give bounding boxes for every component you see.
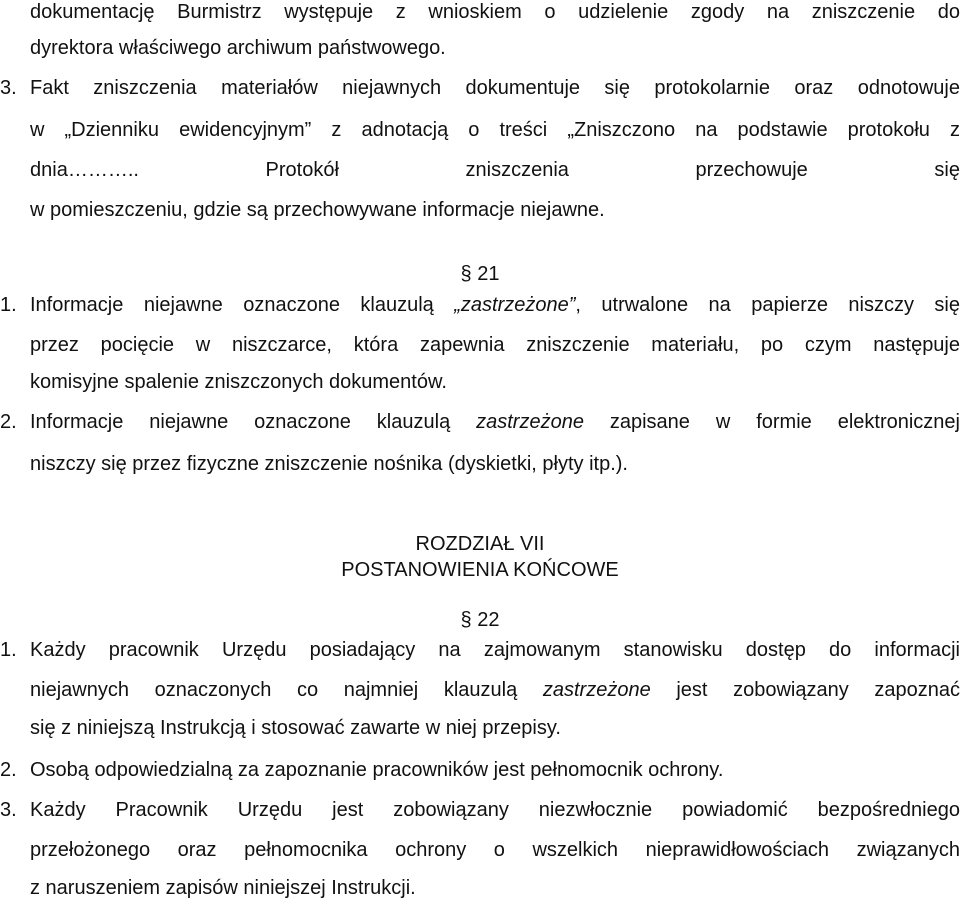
text-line: przez pocięcie w niszczarce, która zapewnia zniszczenie materiału, po czym następuje	[30, 334, 960, 356]
text-line: komisyjne spalenie zniszczonych dokumentów.	[30, 371, 447, 393]
chapter-subtitle: POSTANOWIENIA KOŃCOWE	[341, 559, 619, 581]
text-line: przełożonego oraz pełnomocnika ochrony o wszelkich nieprawidłowościach związanych	[30, 839, 960, 861]
classification-term: zastrzeżone	[476, 411, 584, 433]
text-span: Informacje niejawne oznaczone klauzulą	[30, 411, 477, 433]
list-number: 2.	[0, 411, 17, 433]
text-line: Każdy pracownik Urzędu posiadający na zajmowanym stanowisku dostęp do informacji	[30, 639, 960, 661]
text-line: dyrektora właściwego archiwum państwowego.	[30, 37, 446, 59]
text-span: Informacje niejawne oznaczone klauzulą	[30, 294, 455, 316]
text-span: jest zobowiązany zapoznać	[650, 679, 960, 701]
classification-term: zastrzeżone	[542, 679, 651, 701]
section-mark: § 22	[460, 609, 500, 631]
text-line: w pomieszczeniu, gdzie są przechowywane informacje niejawne.	[30, 199, 605, 221]
section-mark: § 21	[460, 263, 500, 285]
text-line: niszczy się przez fizyczne zniszczenie nośnika (dyskietki, płyty itp.).	[30, 453, 628, 475]
text-line: się z niniejszą Instrukcją i stosować zawarte w niej przepisy.	[30, 717, 561, 739]
text-line: dnia……….. Protokół zniszczenia przechowuje się	[30, 159, 960, 181]
list-number: 1.	[0, 639, 17, 661]
text-line	[30, 678, 960, 702]
text-line: Każdy Pracownik Urzędu jest zobowiązany niezwłocznie powiadomić bezpośredniego	[30, 799, 960, 821]
list-number: 2.	[0, 759, 17, 781]
text-line: w „Dzienniku ewidencyjnym” z adnotacją o treści „Zniszczono na podstawie protokołu z	[30, 119, 960, 141]
text-line	[30, 293, 960, 317]
list-number: 3.	[0, 799, 17, 821]
list-number: 1.	[0, 294, 17, 316]
text-line: Osobą odpowiedzialną za zapoznanie pracowników jest pełnomocnik ochrony.	[30, 759, 724, 781]
text-span: niejawnych oznaczonych co najmniej klauzulą	[30, 679, 543, 701]
text-line: Fakt zniszczenia materiałów niejawnych dokumentuje się protokolarnie oraz odnotowuje	[30, 77, 960, 99]
chapter-title: ROZDZIAŁ VII	[415, 533, 545, 555]
classification-term: „zastrzeżone”	[454, 294, 576, 316]
text-span: , utrwalone na papierze niszczy się	[575, 294, 960, 316]
list-number: 3.	[0, 77, 17, 99]
text-line: dokumentację Burmistrz występuje z wnioskiem o udzielenie zgody na zniszczenie do	[30, 1, 960, 23]
text-line: z naruszeniem zapisów niniejszej Instrukcji.	[30, 877, 416, 899]
text-span: zapisane w formie elektronicznej	[583, 411, 960, 433]
text-line	[30, 410, 960, 434]
